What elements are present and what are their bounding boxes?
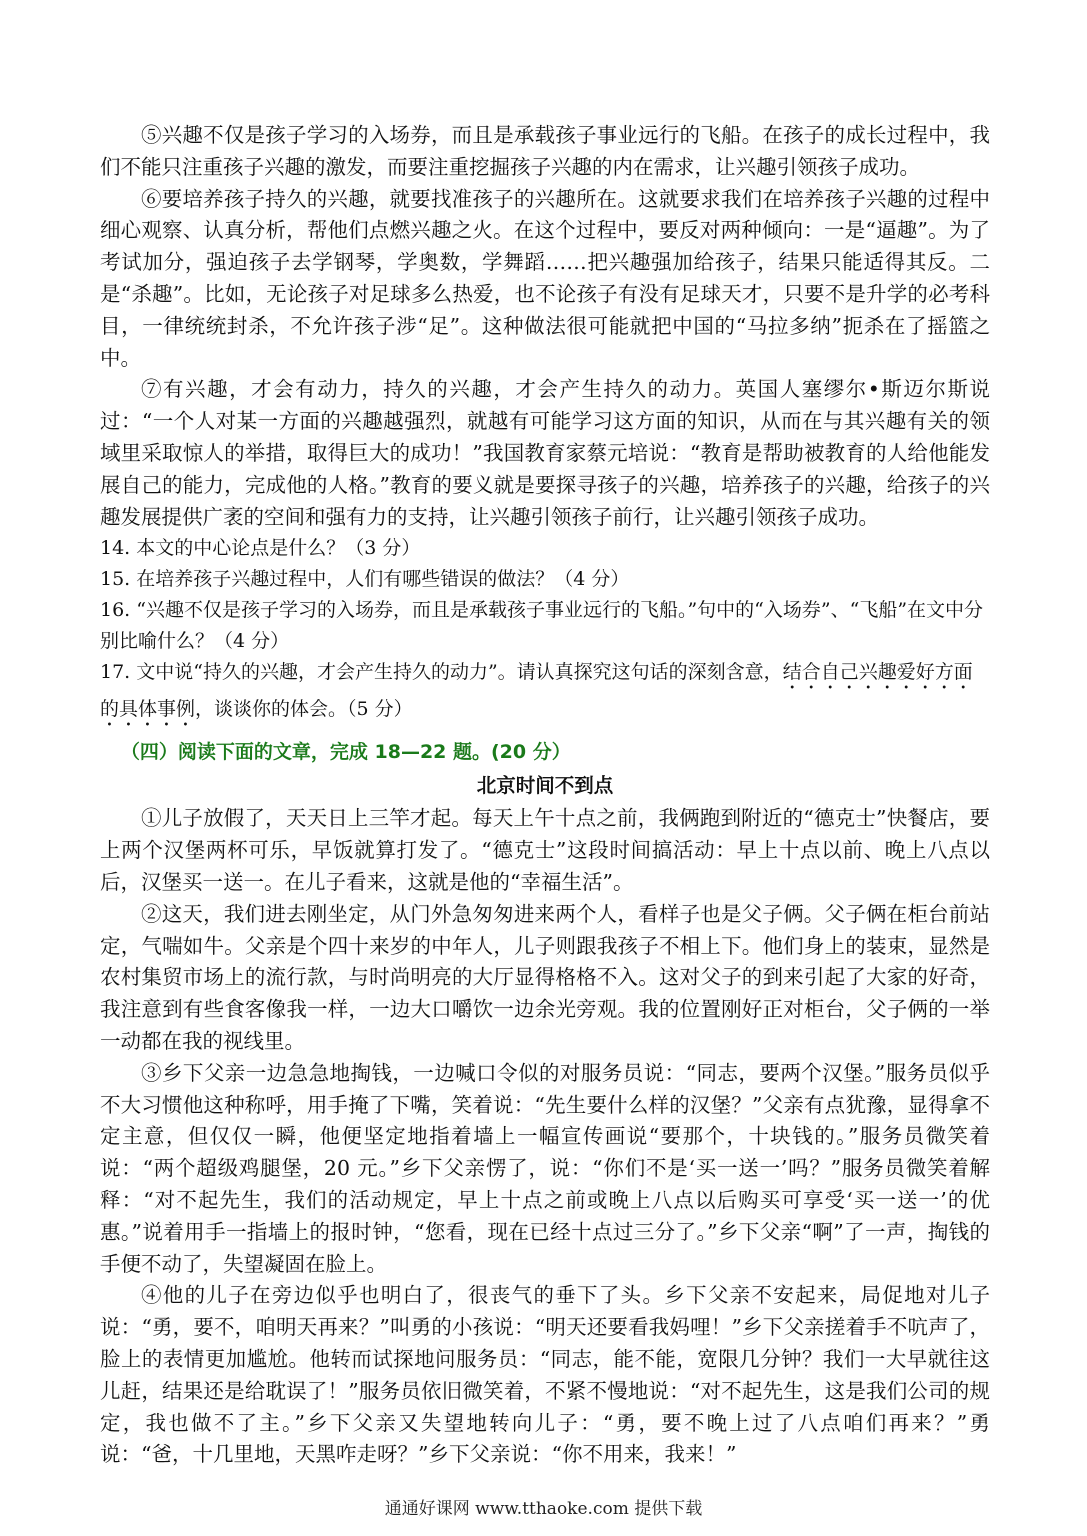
article1-paragraph-6: ⑥要培养孩子持久的兴趣，就要找准孩子的兴趣所在。这就要求我们在培养孩子兴趣的过程中细心观察、认真分析，帮他们点燃兴趣之火。在这个过程中，要反对两种倾向：一是“逼趣”。为了考试加分，强迫孩子去学钢琴，学奥数，学舞蹈……把兴趣强加给孩子，结果只能适得其反。二是“杀趣”。比如，无论孩子对足球多么热爱，也不论孩子有没有足球天才，只要不是升学的必考科目，一律统统封杀，不允许孩子涉“足”。这种做法很可能就把中国的“马拉多纳”扼杀在了摇篮之中。 bbox=[100, 186, 990, 370]
question-16: 16. “兴趣不仅是孩子学习的入场券，而且是承载孩子事业远行的飞船。”句中的“入场券”、“飞船”在文中分别比喻什么？（4 分） bbox=[100, 599, 984, 653]
article1-paragraph-7: ⑦有兴趣，才会有动力，持久的兴趣，才会产生持久的动力。英国人塞缪尔•斯迈尔斯说过：“一个人对某一方面的兴趣越强烈，就越有可能学习这方面的知识，从而在与其兴趣有关的领域里采取惊人的举措，取得巨大的成功！”我国教育家蔡元培说：“教育是帮助被教育的人给他能发展自己的能力，完成他的人格。”教育的要义就是要探寻孩子的兴趣，培养孩子的兴趣，给孩子的兴趣发展提供广袤的空间和强有力的支持，让兴趣引领孩子前行，让兴趣引领孩子成功。 bbox=[100, 377, 990, 529]
article1-paragraph-5: ⑤兴趣不仅是孩子学习的入场券，而且是承载孩子事业远行的飞船。在孩子的成长过程中，我们不能只注重孩子兴趣的激发，而要注重挖掘孩子兴趣的内在需求，让兴趣引领孩子成功。 bbox=[100, 123, 990, 179]
question-17-tail: ，谈谈你的体会。（5 分） bbox=[195, 698, 413, 721]
section-4-heading: （四）阅读下面的文章，完成 18—22 题。(20 分） bbox=[120, 741, 571, 764]
article2-paragraph-3: ③乡下父亲一边急急地掏钱，一边喊口令似的对服务员说：“同志，要两个汉堡。”服务员似乎不大习惯他这种称呼，用手掩了下嘴，笑着说：“先生要什么样的汉堡？”父亲有点犹豫，显得拿不定主意，但仅仅一瞬，他便坚定地指着墙上一幅宣传画说“要那个，十块钱的。”服务员微笑着说：“两个超级鸡腿堡，20 元。”乡下父亲愣了，说：“你们不是‘买一送一’吗？”服务员微笑着解释：“对不起先生，我们的活动规定，早上十点之前或晚上八点以后购买可享受‘买一送一’的优惠。”说着用手一指墙上的报时钟，“您看，现在已经十点过三分了。”乡下父亲“啊”了一声，掏钱的手便不动了，失望凝固在脸上。 bbox=[100, 1060, 990, 1276]
question-14: 14. 本文的中心论点是什么？（3 分） bbox=[100, 537, 421, 560]
question-17 bbox=[100, 657, 990, 731]
article2-paragraph-1: ①儿子放假了，天天日上三竿才起。每天上午十点之前，我俩跑到附近的“德克士”快餐店，要上两个汉堡两杯可乐，早饭就算打发了。“德克士”这段时间搞活动：早上十点以前、晚上八点以后，汉堡买一送一。在儿子看来，这就是他的“幸福生活”。 bbox=[100, 806, 990, 894]
question-17-text: 17. 文中说“持久的兴趣，才会产生持久的动力”。请认真探究这句话的深刻含意， bbox=[100, 661, 783, 684]
question-15: 15. 在培养孩子兴趣过程中，人们有哪些错误的做法？（4 分） bbox=[100, 568, 630, 591]
article2-paragraph-2: ②这天，我们进去刚坐定，从门外急匆匆进来两个人，看样子也是父子俩。父子俩在柜台前站定，气喘如牛。父亲是个四十来岁的中年人，儿子则跟我孩子不相上下。他们身上的装束，显然是农村集贸市场上的流行款，与时尚明亮的大厅显得格格不入。这对父子的到来引起了大家的好奇，我注意到有些食客像我一样，一边大口嚼饮一边余光旁观。我的位置刚好正对柜台，父子俩的一举一动都在我的视线里。 bbox=[100, 901, 990, 1053]
article-title: 北京时间不到点 bbox=[476, 774, 614, 798]
page-footer: 通通好课网 www.tthaoke.com 提供下载 bbox=[384, 1499, 703, 1519]
exam-page bbox=[100, 120, 990, 1471]
article2-paragraph-4: ④他的儿子在旁边似乎也明白了，很丧气的垂下了头。乡下父亲不安起来，局促地对儿子说：“勇，要不，咱明天再来？”叫勇的小孩说：“明天还要看我妈哩！”乡下父亲搓着手不吭声了，脸上的表情更加尴尬。他转而试探地问服务员：“同志，能不能，宽限几分钟？我们一大早就往这儿赶，结果还是给耽误了！”服务员依旧微笑着，不紧不慢地说：“对不起先生，这是我们公司的规定，我也做不了主。”乡下父亲又失望地转向儿子：“勇，要不晚上过了八点咱们再来？”勇说：“爸，十几里地，天黑咋走呀？”乡下父亲说：“你不用来，我来！” bbox=[100, 1283, 990, 1467]
question-17-emphasis: 结合自己兴趣爱好方面的具体事例 bbox=[100, 661, 973, 721]
